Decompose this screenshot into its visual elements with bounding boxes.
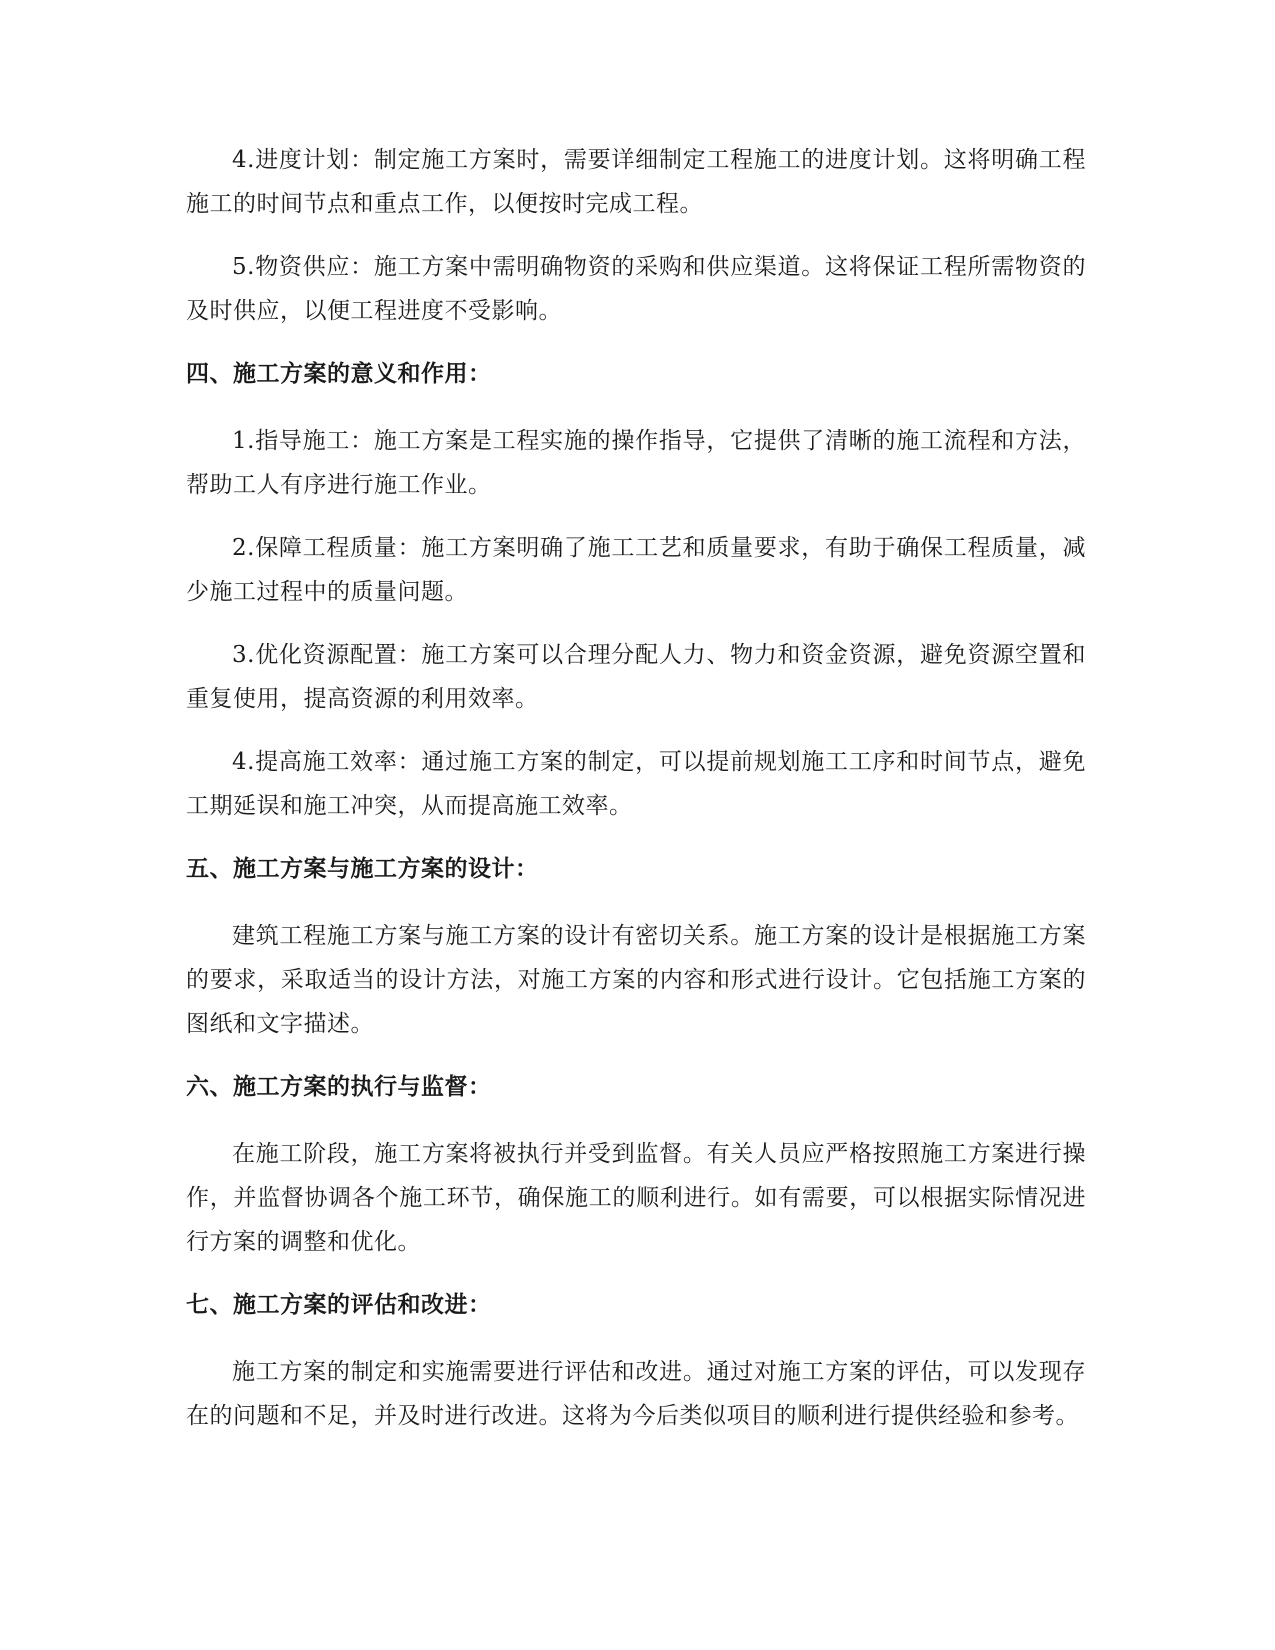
paragraph-efficiency: 4.提高施工效率：通过施工方案的制定，可以提前规划施工工序和时间节点，避免工期延误和施工冲突，从而提高施工效率。 bbox=[186, 749, 1086, 819]
document-page bbox=[186, 138, 1086, 1457]
paragraph-evaluation: 施工方案的制定和实施需要进行评估和改进。通过对施工方案的评估，可以发现存在的问题和不足，并及时进行改进。这将为今后类似项目的顺利进行提供经验和参考。 bbox=[186, 1359, 1086, 1429]
section-heading-evaluation: 七、施工方案的评估和改进： bbox=[186, 1292, 492, 1318]
section-heading-execution: 六、施工方案的执行与监督： bbox=[186, 1074, 492, 1100]
paragraph-resource-optimization: 3.优化资源配置：施工方案可以合理分配人力、物力和资金资源，避免资源空置和重复使用，提高资源的利用效率。 bbox=[186, 642, 1086, 712]
paragraph-material-supply: 5.物资供应：施工方案中需明确物资的采购和供应渠道。这将保证工程所需物资的及时供应，以便工程进度不受影响。 bbox=[186, 254, 1086, 324]
paragraph-execution: 在施工阶段，施工方案将被执行并受到监督。有关人员应严格按照施工方案进行操作，并监督协调各个施工环节，确保施工的顺利进行。如有需要，可以根据实际情况进行方案的调整和优化。 bbox=[186, 1141, 1086, 1255]
paragraph-guide-construction: 1.指导施工：施工方案是工程实施的操作指导，它提供了清晰的施工流程和方法，帮助工人有序进行施工作业。 bbox=[186, 428, 1086, 498]
paragraph-progress-plan: 4.进度计划：制定施工方案时，需要详细制定工程施工的进度计划。这将明确工程施工的时间节点和重点工作，以便按时完成工程。 bbox=[186, 147, 1086, 217]
paragraph-quality-assurance: 2.保障工程质量：施工方案明确了施工工艺和质量要求，有助于确保工程质量，减少施工过程中的质量问题。 bbox=[186, 535, 1086, 605]
paragraph-design: 建筑工程施工方案与施工方案的设计有密切关系。施工方案的设计是根据施工方案的要求，采取适当的设计方法，对施工方案的内容和形式进行设计。它包括施工方案的图纸和文字描述。 bbox=[186, 923, 1086, 1037]
section-heading-significance: 四、施工方案的意义和作用： bbox=[186, 361, 492, 387]
section-heading-design: 五、施工方案与施工方案的设计： bbox=[186, 856, 539, 882]
